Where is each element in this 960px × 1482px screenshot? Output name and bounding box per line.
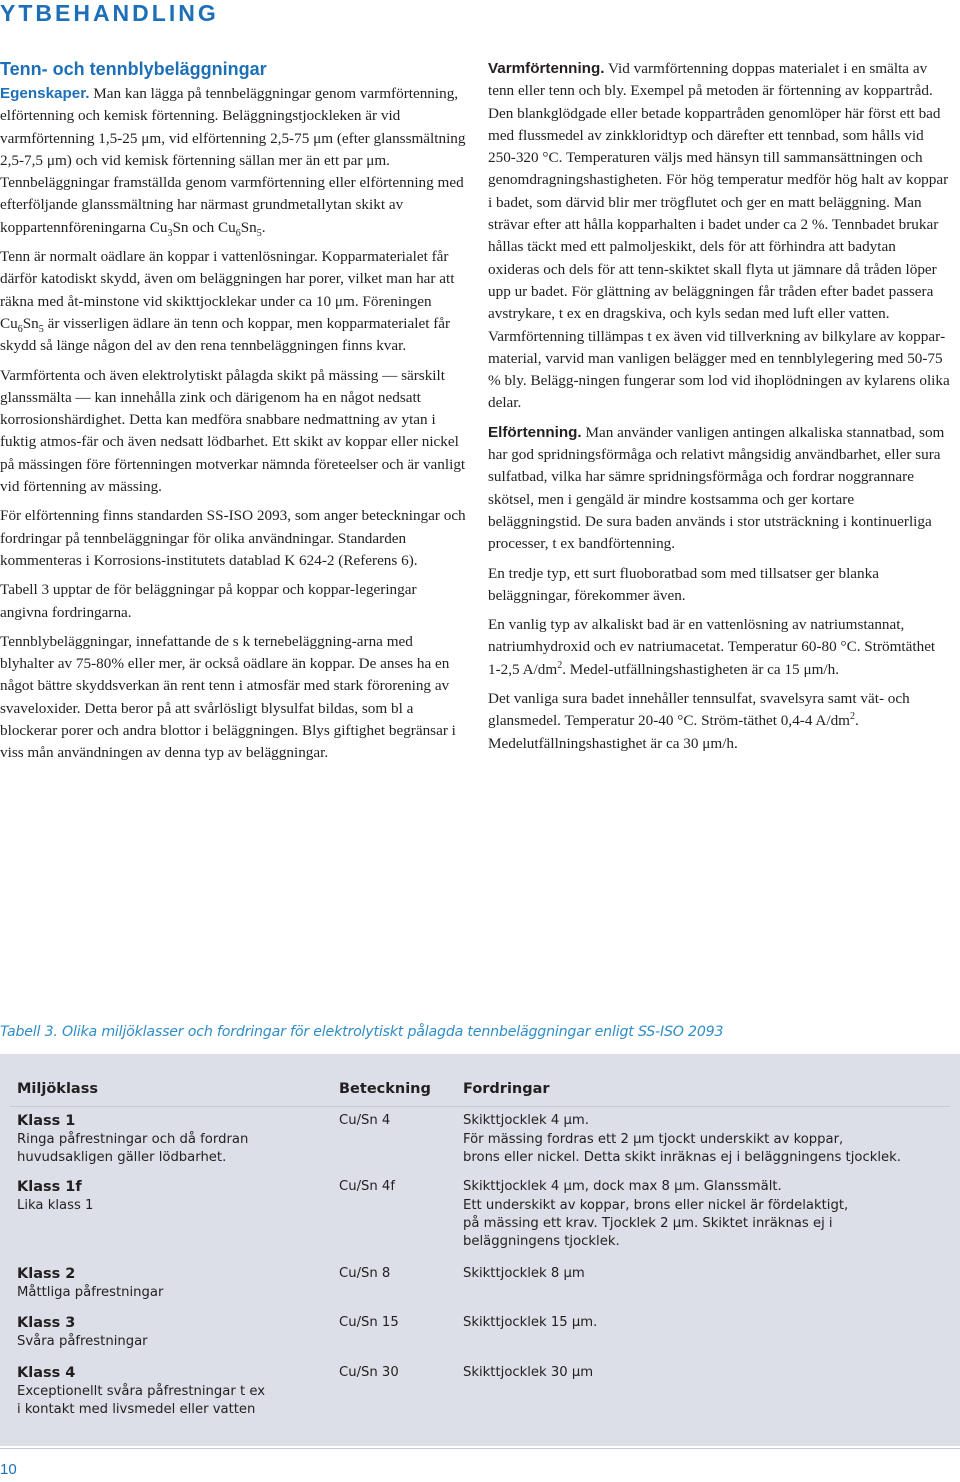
- paragraph-tennbly: Tennblybeläggningar, innefattande de s k ternebeläggning-arna med blyhalter av 75-80% eller mer, är också oädlare än koppar. De anses ha en något bättre skyddsverkan än rent tenn i atmosfär med stark förorening av svaveloxider. Detta beror på att svårlösligt blysulfat bildas, som bl a blockerar porer och andra blottor i beläggningen. Blys giftighet begränsar i viss mån användningen av denna typ av beläggningar.: [0, 632, 456, 762]
- klass-name: Klass 4: [17, 1365, 76, 1381]
- paragraph-elfortenning: [488, 422, 950, 556]
- klass-name: Klass 1: [17, 1113, 76, 1129]
- paragraph-text: En vanlig typ av alkaliskt bad är en vattenlösning av natriumstannat, natriumhydroxid och ev natriumacetat. Temperatur 60-80 °C. Strömtäthet 1-2,5 A/dm: [488, 616, 936, 678]
- paragraph-text: Vid varmförtenning doppas materialet i en smälta av tenn eller tenn och bly. Exempel på metoden är förtenning av koppartråd. Den blankglödgade eller betade koppartråden genomlöper här först ett bad med flussmedel av zinkkloridtyp och därefter ett tennbad, som hålls vid 250-320 °C. Temperaturen väljs med hänsyn till sammansättningen och genomdragningshastigheten. För hög temperatur medför hög halt av koppar i badet, som därvid blir mer trögflutet och ger en matt beläggning. Man strävar efter att hålla kopparhalten i badet under ca 2 %. Tennbadet brukar hållas täckt med ett palmoljeskikt, dels för att förhindra att badytan oxideras och dels för att tenn-skiktet skall flyta ut jämnare då tråden löper upp ur badet. För glättning av beläggningen får tråden efter badet passera avstrykare, t ex en dragskiva, och kyls sedan med luft eller vatten. Varmförtenning tillämpas t ex även vid tillverkning av bilkylare av kopparmaterial, varvid man vanligen belägger med en tennblylegering med 50-75 % bly. Belägg-ningen fungerar som lod vid ihoplödningen av kylarens olika delar.: [488, 60, 950, 412]
- table-divider: [10, 1106, 950, 1107]
- page-number: 10: [0, 1461, 17, 1478]
- subscript: 3: [167, 227, 173, 239]
- paragraph-varmfortenning: [488, 58, 950, 415]
- paragraph-fluoborat: En tredje typ, ett surt fluoboratbad som med tillsatser ger blanka beläggningar, förekommer även.: [488, 564, 879, 604]
- fordringar-text: Skikttjocklek 8 μm: [463, 1266, 585, 1281]
- subscript: 6: [235, 227, 241, 239]
- klass-description: Exceptionellt svåra påfrestningar t ex: [17, 1384, 266, 1399]
- paragraph-alkaliskt: [488, 614, 950, 681]
- klass-description: Svåra påfrestningar: [17, 1334, 148, 1349]
- klass-description: Ringa påfrestningar och då fordran: [17, 1132, 249, 1147]
- paragraph-lead: Egenskaper.: [0, 85, 90, 102]
- paragraph-standard: För elförtenning finns standarden SS-ISO 2093, som anger beteckningar och fordringar på tennbeläggningar för olika användningar. Standarden kommenteras i Korrosions-institutets datablad K 624-2 (Referens 6).: [0, 507, 466, 569]
- beteckning-value: Cu/Sn 4: [339, 1113, 391, 1128]
- paragraph-text: Tenn är normalt oädlare än koppar i vattenlösningar. Kopparmaterialet får därför katodiskt skydd, även om beläggningen har porer, vilket man har att räkna med åt-minstone vid skikttjocklekar under ca 10 μm. Föreningen Cu: [0, 248, 455, 332]
- requirements-table: [0, 1054, 960, 1446]
- paragraph-text: Man använder vanligen antingen alkaliska stannatbad, som har god spridningsförmåga och relativt mångsidig användbarhet, eller sura sulfatbad, vilka har sämre spridningsförmåga och fordrar noggrannare skötsel, men i gengäld är mindre kostsamma och ger kortare beläggningstid. De sura baden används i stor utsträckning i kontinuerliga processer, t ex bandförtenning.: [488, 423, 945, 553]
- fordringar-text: För mässing fordras ett 2 μm tjockt underskikt av koppar,: [463, 1132, 844, 1147]
- klass-description: Måttliga påfrestningar: [17, 1285, 164, 1300]
- klass-name: Klass 3: [17, 1315, 76, 1331]
- subscript: 5: [256, 227, 262, 239]
- klass-description: huvudsakligen gäller lödbarhet.: [17, 1150, 227, 1165]
- fordringar-text: beläggningens tjocklek.: [463, 1234, 620, 1249]
- paragraph-surt-bad: [488, 688, 950, 755]
- paragraph-text: Det vanliga sura badet innehåller tennsulfat, svavelsyra samt vät- och glansmedel. Temperatur 20-40 °C. Ström-täthet 0,4-4 A/dm: [488, 690, 910, 730]
- section-title: Tenn- och tennblybeläggningar: [0, 59, 267, 79]
- klass-description: Lika klass 1: [17, 1198, 94, 1213]
- beteckning-value: Cu/Sn 15: [339, 1315, 399, 1330]
- column-header-miljoklass: Miljöklass: [17, 1081, 98, 1097]
- paragraph-text: Sn: [240, 218, 257, 236]
- paragraph-massing: Varmförtenta och även elektrolytiskt pålagda skikt på mässing — särskilt glanssmälta — kan innehålla zink och därigenom ha en något nedsatt korrosionshärdighet. Detta kan medföra snabbare nedmattning av ytan i fuktig atmos-fär och även nedsatt lödbarhet. Ett skikt av koppar eller nickel på mässingen före förtenningen motverkar nämnda företeelser och är vanligt vid förtenning av mässing.: [0, 366, 466, 496]
- paragraph-text: Sn och Cu: [172, 218, 236, 236]
- paragraph-text: . Medelutfällningshastighet är ca 30 μm/h.: [488, 712, 859, 752]
- paragraph-text: är visserligen ädlare än tenn och koppar, men kopparmaterialet får skydd så länge någon del av den rena tennbeläggningen finns kvar.: [0, 314, 451, 355]
- beteckning-value: Cu/Sn 4f: [339, 1179, 395, 1194]
- fordringar-text: brons eller nickel. Detta skikt inräknas ej i beläggningens tjocklek.: [463, 1150, 901, 1165]
- klass-description: i kontakt med livsmedel eller vatten: [17, 1402, 256, 1417]
- superscript: 2: [850, 711, 855, 723]
- paragraph-oadlare: [0, 246, 466, 357]
- paragraph-text: .: [261, 218, 266, 236]
- beteckning-value: Cu/Sn 30: [339, 1365, 399, 1380]
- page-header-title: YTBEHANDLING: [0, 0, 219, 26]
- fordringar-text: Skikttjocklek 4 μm.: [463, 1113, 589, 1128]
- paragraph-text: Sn: [22, 314, 39, 332]
- paragraph-text: Man kan lägga på tennbeläggningar genom varmförtenning, elförtenning och kemisk förtenning. Beläggningstjockleken är vid varmförtenning 1,5-25 μm, vid elförtenning 2,5-75 μm (efter glanssmältning 2,5-7,5 μm) och vid kemisk förtenning sällan mer än ett par μm. Tennbeläggningar framställda genom varmförtenning eller elförtenning med efterföljande glanssmältning har närmast grundmetallytan skikt av koppartennföreningarna Cu: [0, 85, 466, 236]
- subscript: 5: [38, 323, 44, 335]
- paragraph-tabell-ref: Tabell 3 upptar de för beläggningar på koppar och koppar-legeringar angivna fordringarna.: [0, 581, 417, 621]
- column-header-fordringar: Fordringar: [463, 1081, 550, 1097]
- column-header-beteckning: Beteckning: [339, 1081, 431, 1097]
- paragraph-lead: Elförtenning.: [488, 423, 582, 441]
- fordringar-text: Skikttjocklek 30 μm: [463, 1365, 594, 1380]
- paragraph-egenskaper: [0, 83, 466, 239]
- klass-name: Klass 2: [17, 1266, 76, 1282]
- fordringar-text: Skikttjocklek 4 μm, dock max 8 μm. Glanssmält.: [463, 1179, 782, 1194]
- fordringar-text: Ett underskikt av koppar, brons eller nickel är fördelaktigt,: [463, 1198, 849, 1213]
- beteckning-value: Cu/Sn 8: [339, 1266, 391, 1281]
- paragraph-text: . Medel-utfällningshastigheten är ca 15 μm/h.: [562, 660, 840, 678]
- table-caption: Tabell 3. Olika miljöklasser och fordringar för elektrolytiskt pålagda tennbeläggningar enligt SS-ISO 2093: [0, 1024, 724, 1040]
- fordringar-text: Skikttjocklek 15 μm.: [463, 1315, 598, 1330]
- paragraph-lead: Varmförtenning.: [488, 60, 605, 77]
- footer-divider: [0, 1448, 960, 1449]
- superscript: 2: [557, 659, 563, 671]
- right-column: [488, 58, 950, 762]
- klass-name: Klass 1f: [17, 1179, 82, 1195]
- left-column: [0, 58, 466, 772]
- subscript: 6: [17, 323, 23, 335]
- fordringar-text: på mässing ett krav. Tjocklek 2 μm. Skiktet inräknas ej i: [463, 1216, 833, 1231]
